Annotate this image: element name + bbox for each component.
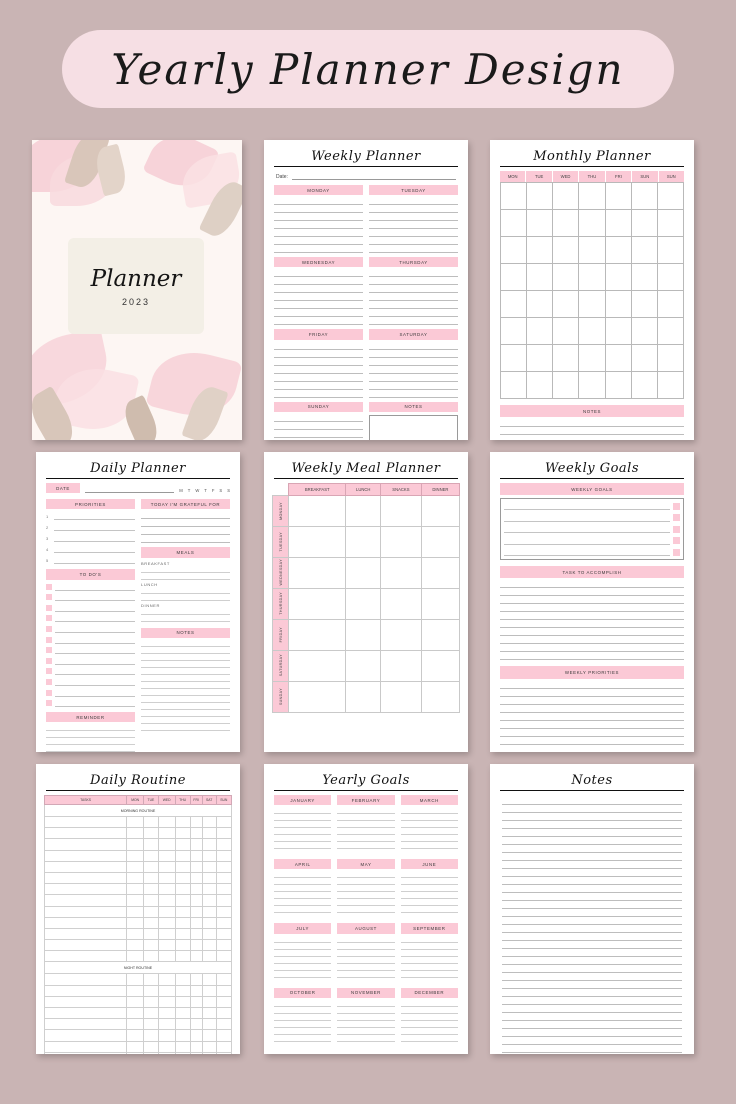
todo-line[interactable] <box>55 593 135 601</box>
checkbox[interactable] <box>673 537 680 544</box>
lines-saturday[interactable] <box>369 342 458 398</box>
priority-line[interactable] <box>54 545 135 553</box>
checkbox[interactable] <box>46 626 52 632</box>
title-divider <box>274 166 458 167</box>
weekday-tue: TUE <box>526 171 552 182</box>
month-january: JANUARY <box>274 795 331 805</box>
notes-label: NOTES <box>500 405 684 417</box>
table-row <box>45 1008 232 1019</box>
poster-title: Yearly Planner Design <box>111 44 625 94</box>
col-fri: FRI <box>190 796 202 805</box>
date-field[interactable] <box>276 171 456 180</box>
table-row <box>45 1019 232 1030</box>
table-row <box>273 496 460 527</box>
weekday-letter[interactable]: S <box>219 488 223 494</box>
goal-line[interactable] <box>504 514 670 522</box>
month-february: FEBRUARY <box>337 795 394 805</box>
sheet-daily-planner <box>36 452 240 752</box>
sheet-weekly-planner <box>264 140 468 440</box>
day-sunday: SUNDAY <box>278 687 283 706</box>
table-row <box>45 828 232 839</box>
checkbox[interactable] <box>46 679 52 685</box>
table-row <box>45 940 232 951</box>
table-row <box>45 884 232 895</box>
priority-line[interactable] <box>54 556 135 564</box>
day-tuesday: TUESDAY <box>278 531 283 552</box>
checkbox[interactable] <box>46 668 52 674</box>
table-section-row <box>45 805 232 817</box>
table-header-row <box>45 796 232 805</box>
title-divider <box>46 478 230 479</box>
weekly-col-left <box>274 185 363 253</box>
weekday-mon: MON <box>500 171 526 182</box>
col-sun: SUN <box>216 796 231 805</box>
section-night: NIGHT ROUTINE <box>45 962 232 974</box>
grateful-lines[interactable] <box>141 511 230 543</box>
title-divider <box>274 478 458 479</box>
todo-line[interactable] <box>55 699 135 707</box>
day-label-friday: FRIDAY <box>274 329 363 339</box>
col-thu: THU <box>175 796 190 805</box>
table-row <box>45 951 232 962</box>
table-row <box>45 1041 232 1052</box>
lines-monday[interactable] <box>274 197 363 253</box>
month-june: JUNE <box>401 859 458 869</box>
checkbox[interactable] <box>46 658 52 664</box>
lines-tuesday[interactable] <box>369 197 458 253</box>
todo-line[interactable] <box>55 604 135 612</box>
meal-grid[interactable] <box>272 483 460 713</box>
cover-year: 2023 <box>121 296 151 307</box>
todo-line[interactable] <box>55 667 135 675</box>
month-lines[interactable] <box>337 936 394 978</box>
cover-card <box>68 238 204 334</box>
month-grid[interactable] <box>500 182 684 399</box>
notes-label: NOTES <box>369 402 458 412</box>
table-section-row <box>45 962 232 974</box>
table-row <box>45 917 232 928</box>
sheet-notes <box>490 764 694 1054</box>
month-lines[interactable] <box>274 807 331 849</box>
checkbox[interactable] <box>46 615 52 621</box>
day-monday: MONDAY <box>278 501 283 520</box>
weekday-letter[interactable]: S <box>227 488 230 494</box>
priority-number: 5 <box>46 557 49 563</box>
day-label-monday: MONDAY <box>274 185 363 195</box>
priority-number: 3 <box>46 535 49 541</box>
weekday-letter[interactable]: F <box>211 488 215 494</box>
table-row <box>501 183 684 210</box>
month-lines[interactable] <box>401 1000 458 1042</box>
table-row <box>273 558 460 589</box>
sheet-yearly-goals <box>264 764 468 1054</box>
month-lines[interactable] <box>274 936 331 978</box>
day-label-thursday: THURSDAY <box>369 257 458 267</box>
todo-line[interactable] <box>55 583 135 591</box>
month-october: OCTOBER <box>274 988 331 998</box>
checkbox[interactable] <box>46 700 52 706</box>
col-sat: SAT <box>202 796 216 805</box>
notes-lines[interactable] <box>500 419 684 440</box>
meal-dinner-label: DINNER <box>141 602 160 608</box>
day-thursday: THURSDAY <box>278 592 283 615</box>
page-title: Daily Planner <box>90 461 186 476</box>
table-row <box>273 682 460 713</box>
day-label-tuesday: TUESDAY <box>369 185 458 195</box>
date-input-line[interactable] <box>292 171 456 180</box>
daily-left-column <box>46 499 135 752</box>
table-row <box>273 620 460 651</box>
col-mon: MON <box>127 796 144 805</box>
goal-line[interactable] <box>504 537 670 545</box>
sheet-monthly-planner <box>490 140 694 440</box>
col-dinner: DINNER <box>421 484 459 496</box>
reminder-label: REMINDER <box>46 712 135 722</box>
col-snacks: SNACKS <box>381 484 422 496</box>
weekly-priorities-label: WEEKLY PRIORITIES <box>500 666 684 678</box>
weekday-thu: THU <box>579 171 605 182</box>
lines-thursday[interactable] <box>369 269 458 325</box>
month-september: SEPTEMBER <box>401 923 458 933</box>
goals-box[interactable] <box>500 498 684 560</box>
checkbox[interactable] <box>46 690 52 696</box>
month-april: APRIL <box>274 859 331 869</box>
table-row <box>45 839 232 850</box>
table-row <box>45 928 232 939</box>
month-lines[interactable] <box>337 871 394 913</box>
banner <box>62 30 674 108</box>
day-saturday: SATURDAY <box>278 654 283 677</box>
table-row <box>45 850 232 861</box>
col-tue: TUE <box>144 796 159 805</box>
checkbox[interactable] <box>673 526 680 533</box>
todo-line[interactable] <box>55 625 135 633</box>
weekday-letter[interactable]: W <box>195 488 200 494</box>
page-title: Weekly Goals <box>545 461 639 476</box>
weekday-letter[interactable]: T <box>187 488 191 494</box>
checkbox[interactable] <box>46 584 52 590</box>
weekly-goals-label: WEEKLY GOALS <box>500 483 684 495</box>
page-title: Weekly Meal Planner <box>291 461 441 476</box>
date-label: Date: <box>276 174 288 180</box>
checkbox[interactable] <box>46 637 52 643</box>
col-tasks: TASKS <box>45 796 127 805</box>
cover-title: Planner <box>90 265 182 292</box>
month-july: JULY <box>274 923 331 933</box>
table-row <box>45 861 232 872</box>
weekday-letters[interactable] <box>179 488 230 493</box>
weekday-sat: SUN <box>632 171 658 182</box>
lines-wednesday[interactable] <box>274 269 363 325</box>
month-december: DECEMBER <box>401 988 458 998</box>
todo-line[interactable] <box>55 614 135 622</box>
lines-sunday[interactable] <box>274 414 363 440</box>
table-header-row <box>273 484 460 496</box>
priorities-label: PRIORITIES <box>46 499 135 509</box>
notes-box[interactable] <box>369 415 458 440</box>
table-row <box>501 291 684 318</box>
weekday-sun: SUN <box>666 174 676 179</box>
todo-line[interactable] <box>55 646 135 654</box>
table-row <box>45 1030 232 1041</box>
table-row <box>501 237 684 264</box>
day-wednesday: WEDNESDAY <box>278 559 283 586</box>
day-label-wednesday: WEDNESDAY <box>274 257 363 267</box>
month-lines[interactable] <box>274 1000 331 1042</box>
checkbox[interactable] <box>46 647 52 653</box>
month-march: MARCH <box>401 795 458 805</box>
month-lines[interactable] <box>274 871 331 913</box>
col-breakfast: BREAKFAST <box>289 484 346 496</box>
month-lines[interactable] <box>401 936 458 978</box>
table-row <box>45 895 232 906</box>
priority-number: 1 <box>46 513 49 519</box>
table-row <box>45 817 232 828</box>
col-wed: WED <box>158 796 175 805</box>
month-november: NOVEMBER <box>337 988 394 998</box>
table-row <box>273 527 460 558</box>
weekday-wed: WED <box>553 171 579 182</box>
table-row <box>501 345 684 372</box>
table-row <box>501 210 684 237</box>
weekday-header <box>500 171 684 182</box>
day-label-saturday: SATURDAY <box>369 329 458 339</box>
goal-line[interactable] <box>504 548 670 556</box>
table-row <box>501 372 684 399</box>
sheet-weekly-goals <box>490 452 694 752</box>
table-row <box>45 1052 232 1054</box>
col-lunch: LUNCH <box>346 484 381 496</box>
checkbox[interactable] <box>46 605 52 611</box>
daily-right-column <box>141 499 230 731</box>
notes-lines[interactable] <box>502 797 682 1054</box>
task-lines[interactable] <box>500 580 684 660</box>
sheet-daily-routine <box>36 764 240 1054</box>
title-divider <box>500 790 684 791</box>
date-input-line[interactable] <box>85 484 174 493</box>
priority-number: 2 <box>46 524 49 530</box>
weekday-letter[interactable]: T <box>204 488 207 494</box>
checkbox[interactable] <box>673 549 680 556</box>
table-row <box>501 264 684 291</box>
routine-grid[interactable] <box>44 795 232 1054</box>
todo-line[interactable] <box>55 657 135 665</box>
task-accomplish-label: TASK TO ACCOMPLISH <box>500 566 684 578</box>
day-friday: FRIDAY <box>278 626 283 643</box>
table-row <box>45 996 232 1007</box>
month-may: MAY <box>337 859 394 869</box>
todo-line[interactable] <box>55 678 135 686</box>
page-title: Weekly Planner <box>311 149 421 164</box>
table-row <box>45 974 232 985</box>
meal-lunch-label: LUNCH <box>141 581 158 587</box>
table-row <box>273 651 460 682</box>
priority-number: 4 <box>46 546 49 552</box>
priority-line[interactable] <box>54 523 135 531</box>
sheet-meal-planner <box>264 452 468 752</box>
todos-label: TO DO'S <box>46 569 135 579</box>
month-lines[interactable] <box>401 871 458 913</box>
table-row <box>45 872 232 883</box>
page-title: Monthly Planner <box>533 149 651 164</box>
sheet-cover <box>32 140 242 440</box>
title-divider <box>274 790 458 791</box>
day-label-sunday: SUNDAY <box>274 402 363 412</box>
todo-line[interactable] <box>55 636 135 644</box>
priority-line[interactable] <box>54 534 135 542</box>
weekday-letter[interactable]: M <box>179 488 183 494</box>
title-divider <box>46 790 230 791</box>
section-morning: MORNING ROUTINE <box>45 805 232 817</box>
notes-label: NOTES <box>141 628 230 638</box>
todos-list[interactable] <box>46 583 135 708</box>
priority-line[interactable] <box>54 512 135 520</box>
reminder-lines[interactable] <box>46 724 135 752</box>
title-divider <box>500 166 684 167</box>
page-title: Notes <box>571 773 613 788</box>
weekly-col-right <box>369 185 458 253</box>
grateful-label: TODAY I'M GRATEFUL FOR <box>141 499 230 509</box>
month-lines[interactable] <box>401 807 458 849</box>
priorities-list[interactable] <box>46 512 135 564</box>
month-august: AUGUST <box>337 923 394 933</box>
goal-line[interactable] <box>504 502 670 510</box>
table-row <box>273 589 460 620</box>
month-lines[interactable] <box>337 1000 394 1042</box>
page-title: Yearly Goals <box>322 773 410 788</box>
table-row <box>45 906 232 917</box>
weekday-fri: FRI <box>606 171 632 182</box>
goal-line[interactable] <box>504 525 670 533</box>
title-divider <box>500 478 684 479</box>
month-lines[interactable] <box>337 807 394 849</box>
date-label: DATE <box>46 483 80 493</box>
todo-line[interactable] <box>55 689 135 697</box>
meal-breakfast-label: BREAKFAST <box>141 560 170 566</box>
notes-lines[interactable] <box>141 640 230 731</box>
meals-section[interactable] <box>141 561 230 622</box>
table-row <box>501 318 684 345</box>
checkbox[interactable] <box>673 514 680 521</box>
page-title: Daily Routine <box>90 773 186 788</box>
lines-friday[interactable] <box>274 342 363 398</box>
checkbox[interactable] <box>673 503 680 510</box>
meals-label: MEALS <box>141 547 230 557</box>
table-row <box>45 985 232 996</box>
checkbox[interactable] <box>46 594 52 600</box>
priorities-lines[interactable] <box>500 681 684 752</box>
